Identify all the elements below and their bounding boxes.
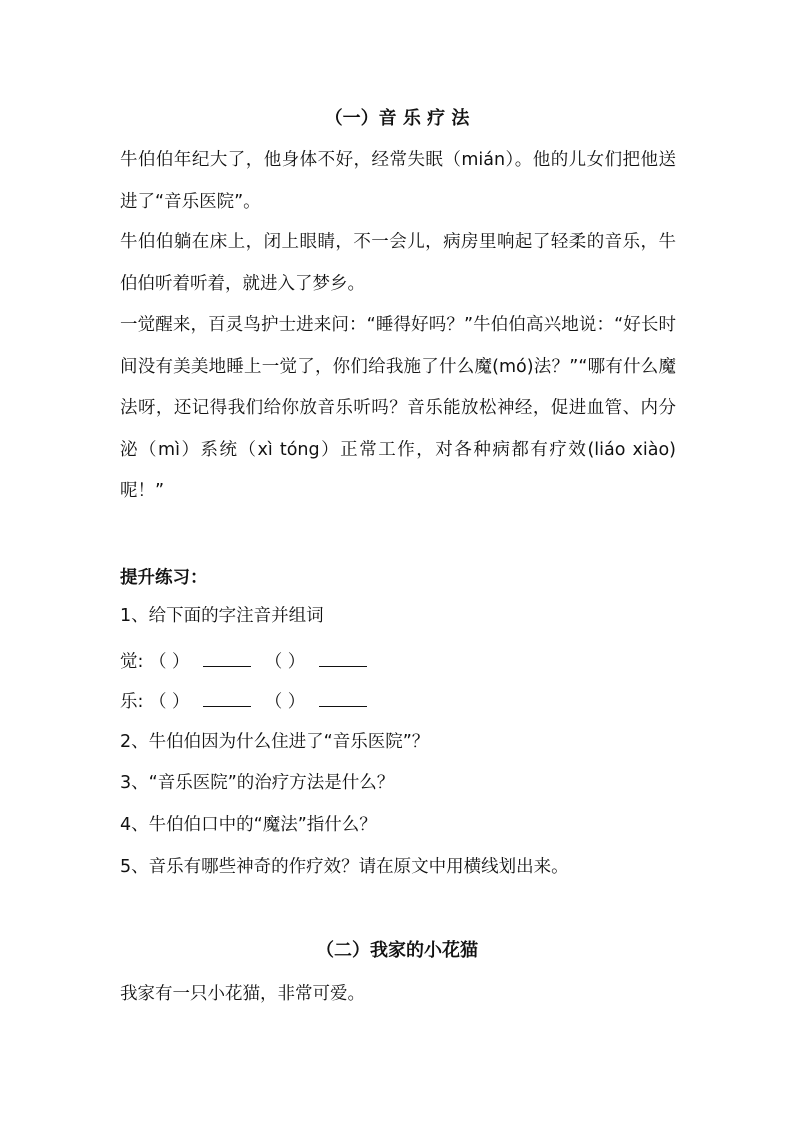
q1-item-char: 乐 <box>120 692 138 712</box>
answer-blank[interactable] <box>319 652 367 667</box>
q1-item-char: 觉 <box>120 652 138 672</box>
answer-blank[interactable] <box>203 692 251 707</box>
section1-paragraph-2: 牛伯伯躺在床上，闭上眼睛，不一会儿，病房里响起了轻柔的音乐，牛伯伯听着听着，就进入了梦乡。 <box>120 232 676 294</box>
pinyin-paren: （ ） <box>148 652 190 672</box>
question-3: 3、“音乐医院”的治疗方法是什么？ <box>120 773 395 793</box>
answer-blank[interactable] <box>319 692 367 707</box>
question-5: 5、音乐有哪些神奇的作疗效？请在原文中用横线划出来。 <box>120 857 569 877</box>
question-4: 4、牛伯伯口中的“魔法”指什么？ <box>120 815 377 835</box>
section1-title: （一）音 乐 疗 法 <box>324 108 470 129</box>
section1-paragraph-3: 一觉醒来，百灵鸟护士进来问：“睡得好吗？”牛伯伯高兴地说：“好长时间没有美美地睡上一觉了，你们给我施了什么魔(mó)法？”“哪有什么魔法呀，还记得我们给你放音乐听吗？音乐能放松神经，促进血管、内分泌（mì）系统（xì tóng）正常工作，对各种病都有疗效(liáo xiào)呢！” <box>120 315 676 501</box>
question-1: 1、给下面的字注音并组词 <box>120 606 324 626</box>
exercises-heading: 提升练习： <box>120 568 208 588</box>
section2-title: （二）我家的小花猫 <box>316 940 478 961</box>
q1-item-le: 乐: （ ） （ ） <box>120 690 680 714</box>
q1-item-jue: 觉: （ ） （ ） <box>120 650 680 674</box>
question-2: 2、牛伯伯因为什么住进了“音乐医院”？ <box>120 732 430 752</box>
pinyin-paren: （ ） <box>264 652 306 672</box>
pinyin-paren: （ ） <box>148 692 190 712</box>
answer-blank[interactable] <box>203 652 251 667</box>
pinyin-paren: （ ） <box>264 692 306 712</box>
section2-paragraph: 我家有一只小花猫，非常可爱。 <box>120 984 365 1004</box>
section1-paragraph-1: 牛伯伯年纪大了，他身体不好，经常失眠（mián）。他的儿女们把他送进了“音乐医院”。 <box>120 150 676 212</box>
